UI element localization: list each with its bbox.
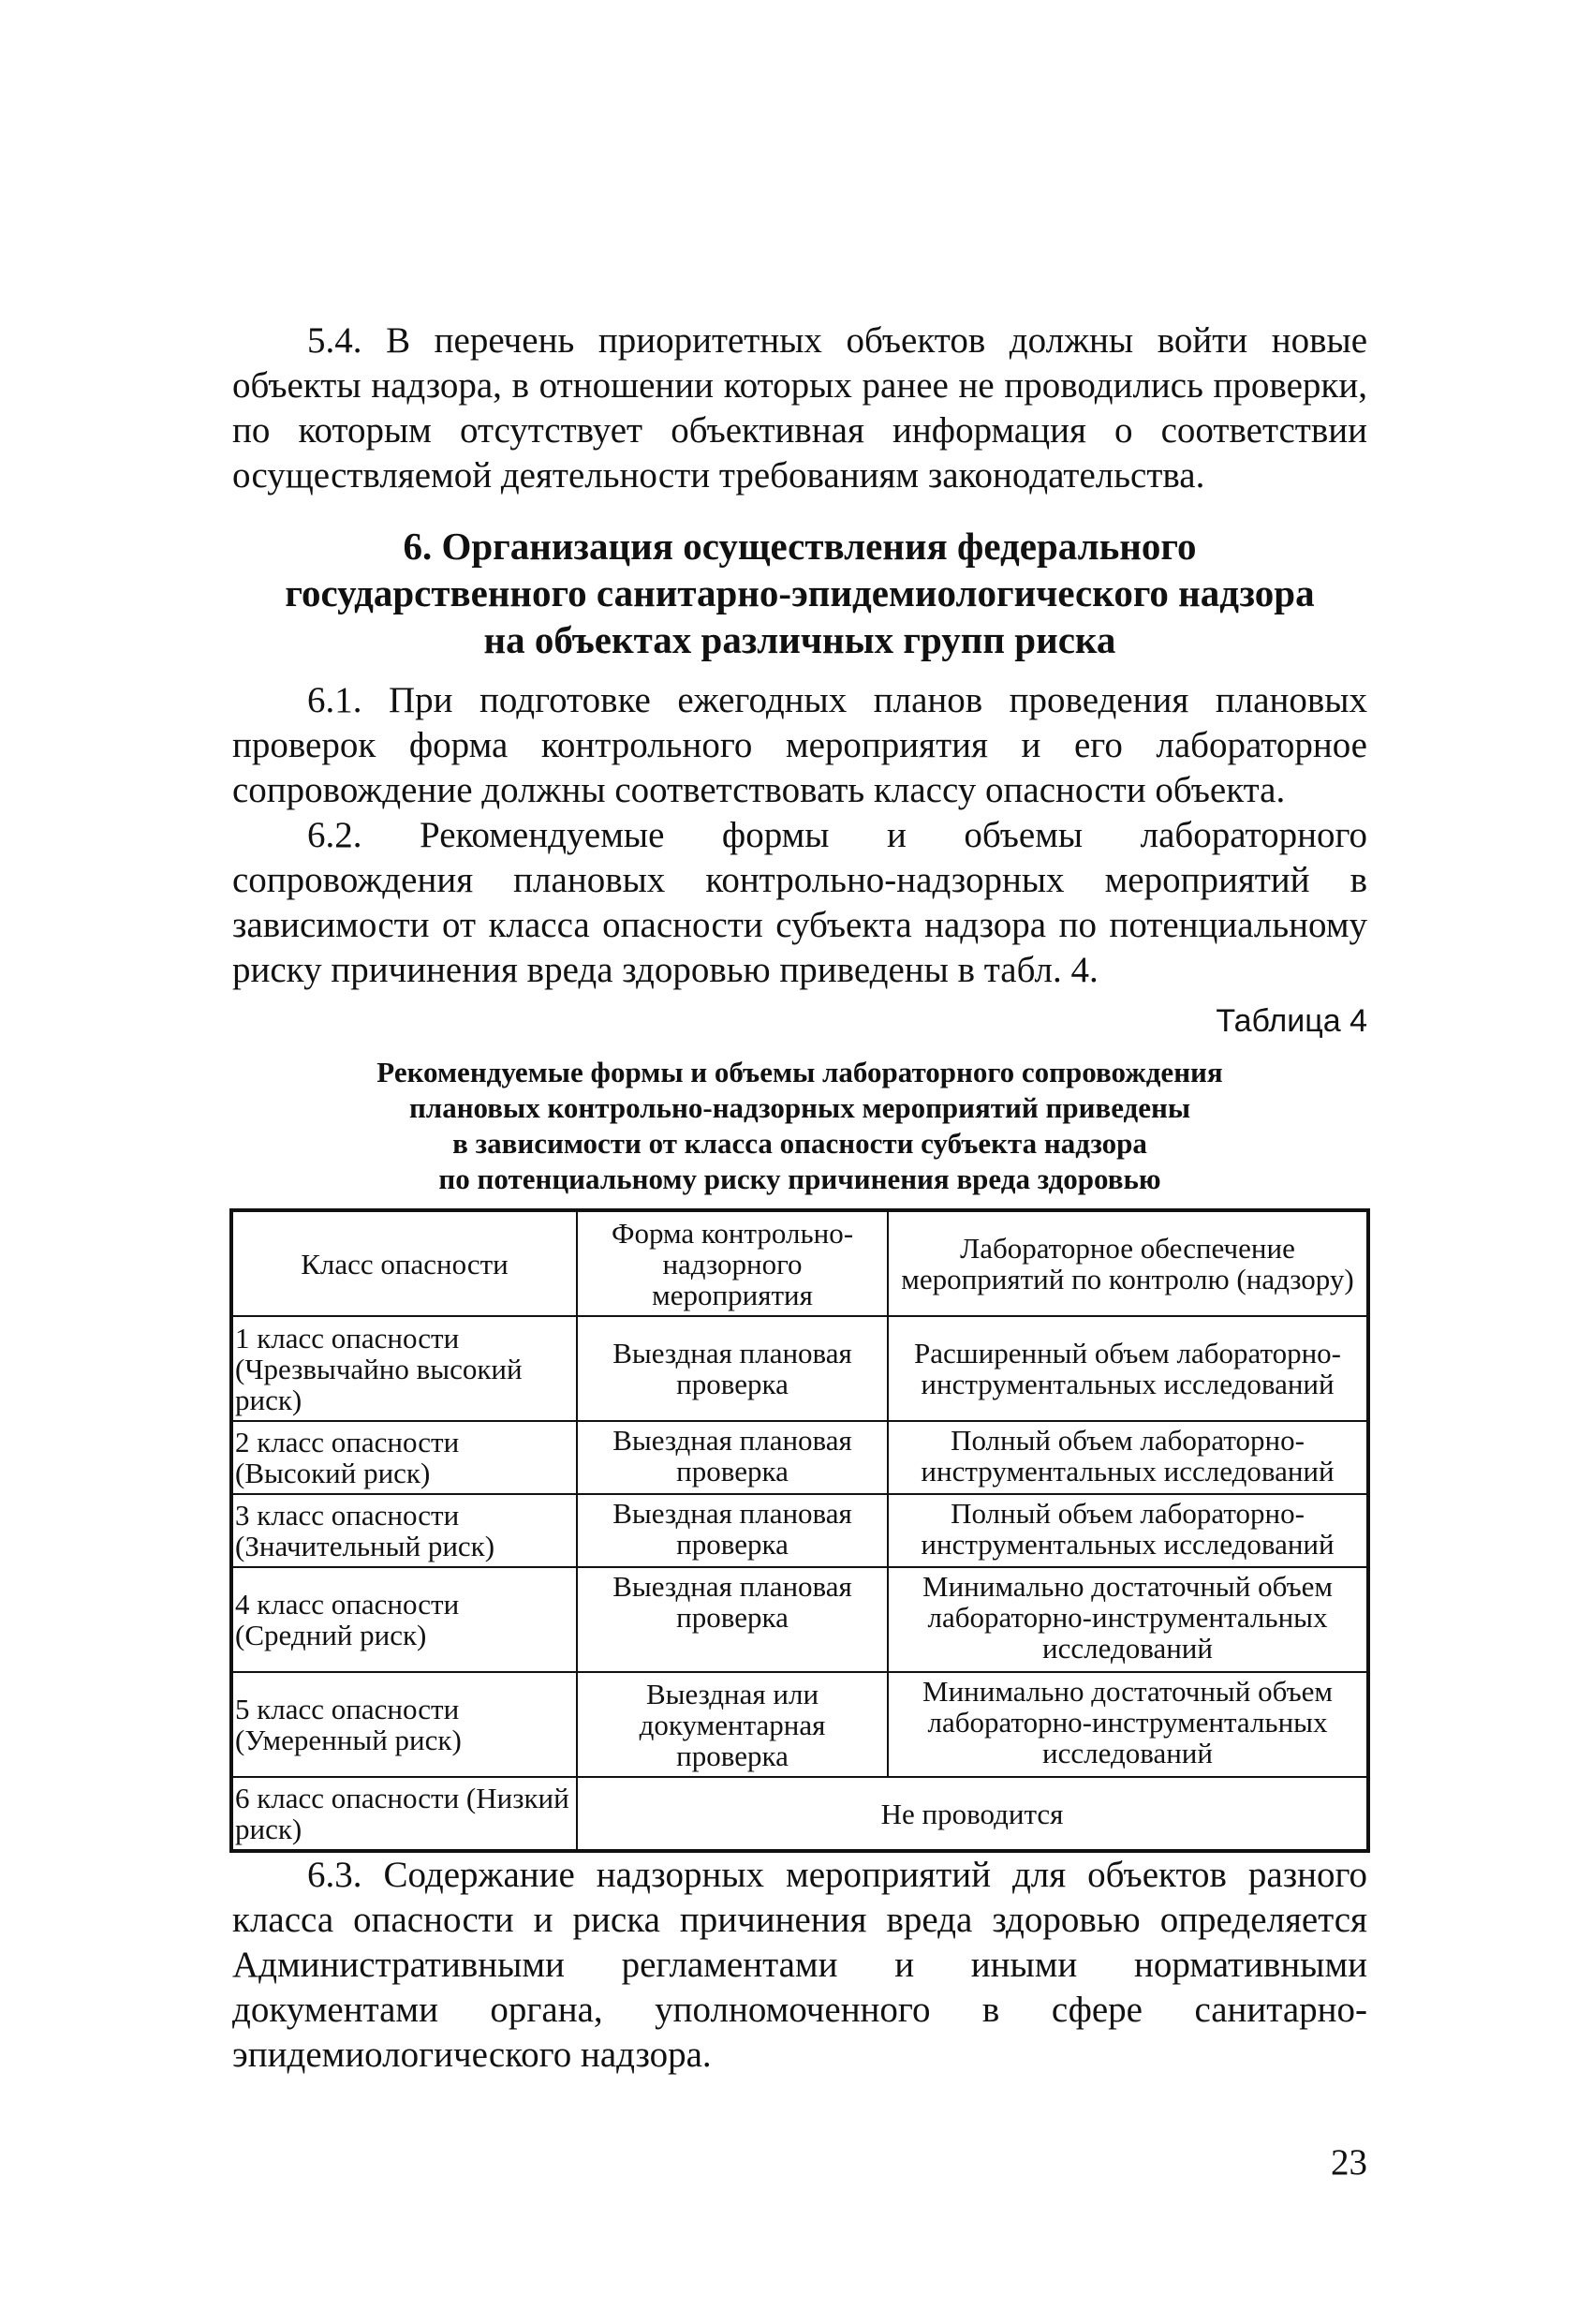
cell-lab-support: Полный объем лабораторно-инструментальных исследований <box>888 1494 1368 1567</box>
table-title-line-3: в зависимости от класса опасности субъекта надзора <box>452 1127 1147 1160</box>
cell-lab-support: Расширенный объем лабораторно-инструментальных исследований <box>888 1316 1368 1421</box>
cell-hazard-class: 5 класс опасности (Умеренный риск) <box>231 1672 577 1777</box>
paragraph-5-4: 5.4. В перечень приоритетных объектов должны войти новые объекты надзора, в отношении которых ранее не проводились проверки, по которым отсутствует объективная информация о соответствии осуществляемой деятельности требованиям законодательства. <box>232 320 1367 496</box>
paragraph-6-2: 6.2. Рекомендуемые формы и объемы лабораторного сопровождения плановых контрольно-надзорных мероприятий в зависимости от класса опасности субъекта надзора по потенциальному риску причинения вреда здоровью приведены в табл. 4. <box>232 815 1367 990</box>
risk-class-table <box>229 1208 1370 1853</box>
cell-not-conducted: Не проводится <box>577 1777 1368 1851</box>
header-control-form: Форма контрольно-надзорного мероприятия <box>577 1210 888 1316</box>
section-6-heading-line-2: государственного санитарно-эпидемиологического надзора <box>285 571 1315 614</box>
cell-hazard-class: 4 класс опасности (Средний риск) <box>231 1567 577 1672</box>
cell-control-form: Выездная плановая проверка <box>577 1316 888 1421</box>
cell-hazard-class: 2 класс опасности (Высокий риск) <box>231 1421 577 1494</box>
table-caption: Таблица 4 <box>1216 1003 1367 1039</box>
page-number: 23 <box>1331 2142 1367 2183</box>
table-row <box>231 1316 1368 1421</box>
paragraph-6-3: 6.3. Содержание надзорных мероприятий для объектов разного класса опасности и риска причинения вреда здоровью определяется Административными регламентами и иными нормативными документами органа, уполномоченного в сфере санитарно-эпидемиологического надзора. <box>232 1855 1367 2075</box>
document-page <box>232 318 1367 2078</box>
table-title-line-4: по потенциальному риску причинения вреда здоровью <box>438 1162 1161 1195</box>
table-header-row <box>231 1210 1368 1316</box>
table-title-line-1: Рекомендуемые формы и объемы лабораторного сопровождения <box>376 1056 1223 1088</box>
cell-control-form: Выездная плановая проверка <box>577 1494 888 1567</box>
table-row <box>231 1777 1368 1851</box>
paragraph-6-1: 6.1. При подготовке ежегодных планов проведения плановых проверок форма контрольного мероприятия и его лабораторное сопровождение должны соответствовать классу опасности объекта. <box>232 680 1367 810</box>
cell-hazard-class: 3 класс опасности (Значительный риск) <box>231 1494 577 1567</box>
cell-lab-support: Минимально достаточный объем лабораторно-инструментальных исследований <box>888 1672 1368 1777</box>
table-title <box>232 1055 1367 1197</box>
cell-hazard-class: 6 класс опасности (Низкий риск) <box>231 1777 577 1851</box>
section-6-heading-line-3: на объектах различных групп риска <box>483 618 1116 661</box>
cell-control-form: Выездная плановая проверка <box>577 1421 888 1494</box>
cell-hazard-class: 1 класс опасности (Чрезвычайно высокий риск) <box>231 1316 577 1421</box>
table-title-line-2: плановых контрольно-надзорных мероприятий приведены <box>408 1091 1191 1124</box>
cell-control-form: Выездная или документарная проверка <box>577 1672 888 1777</box>
header-lab-support: Лабораторное обеспечение мероприятий по контролю (надзору) <box>888 1210 1368 1316</box>
cell-lab-support: Минимально достаточный объем лабораторно-инструментальных исследований <box>888 1567 1368 1672</box>
cell-lab-support: Полный объем лабораторно-инструментальных исследований <box>888 1421 1368 1494</box>
table-row <box>231 1494 1368 1567</box>
table-row <box>231 1421 1368 1494</box>
table-row <box>231 1567 1368 1672</box>
section-6-heading-line-1: 6. Организация осуществления федерального <box>403 525 1197 568</box>
section-6-heading <box>232 523 1367 663</box>
cell-control-form: Выездная плановая проверка <box>577 1567 888 1672</box>
header-hazard-class: Класс опасности <box>231 1210 577 1316</box>
table-row <box>231 1672 1368 1777</box>
